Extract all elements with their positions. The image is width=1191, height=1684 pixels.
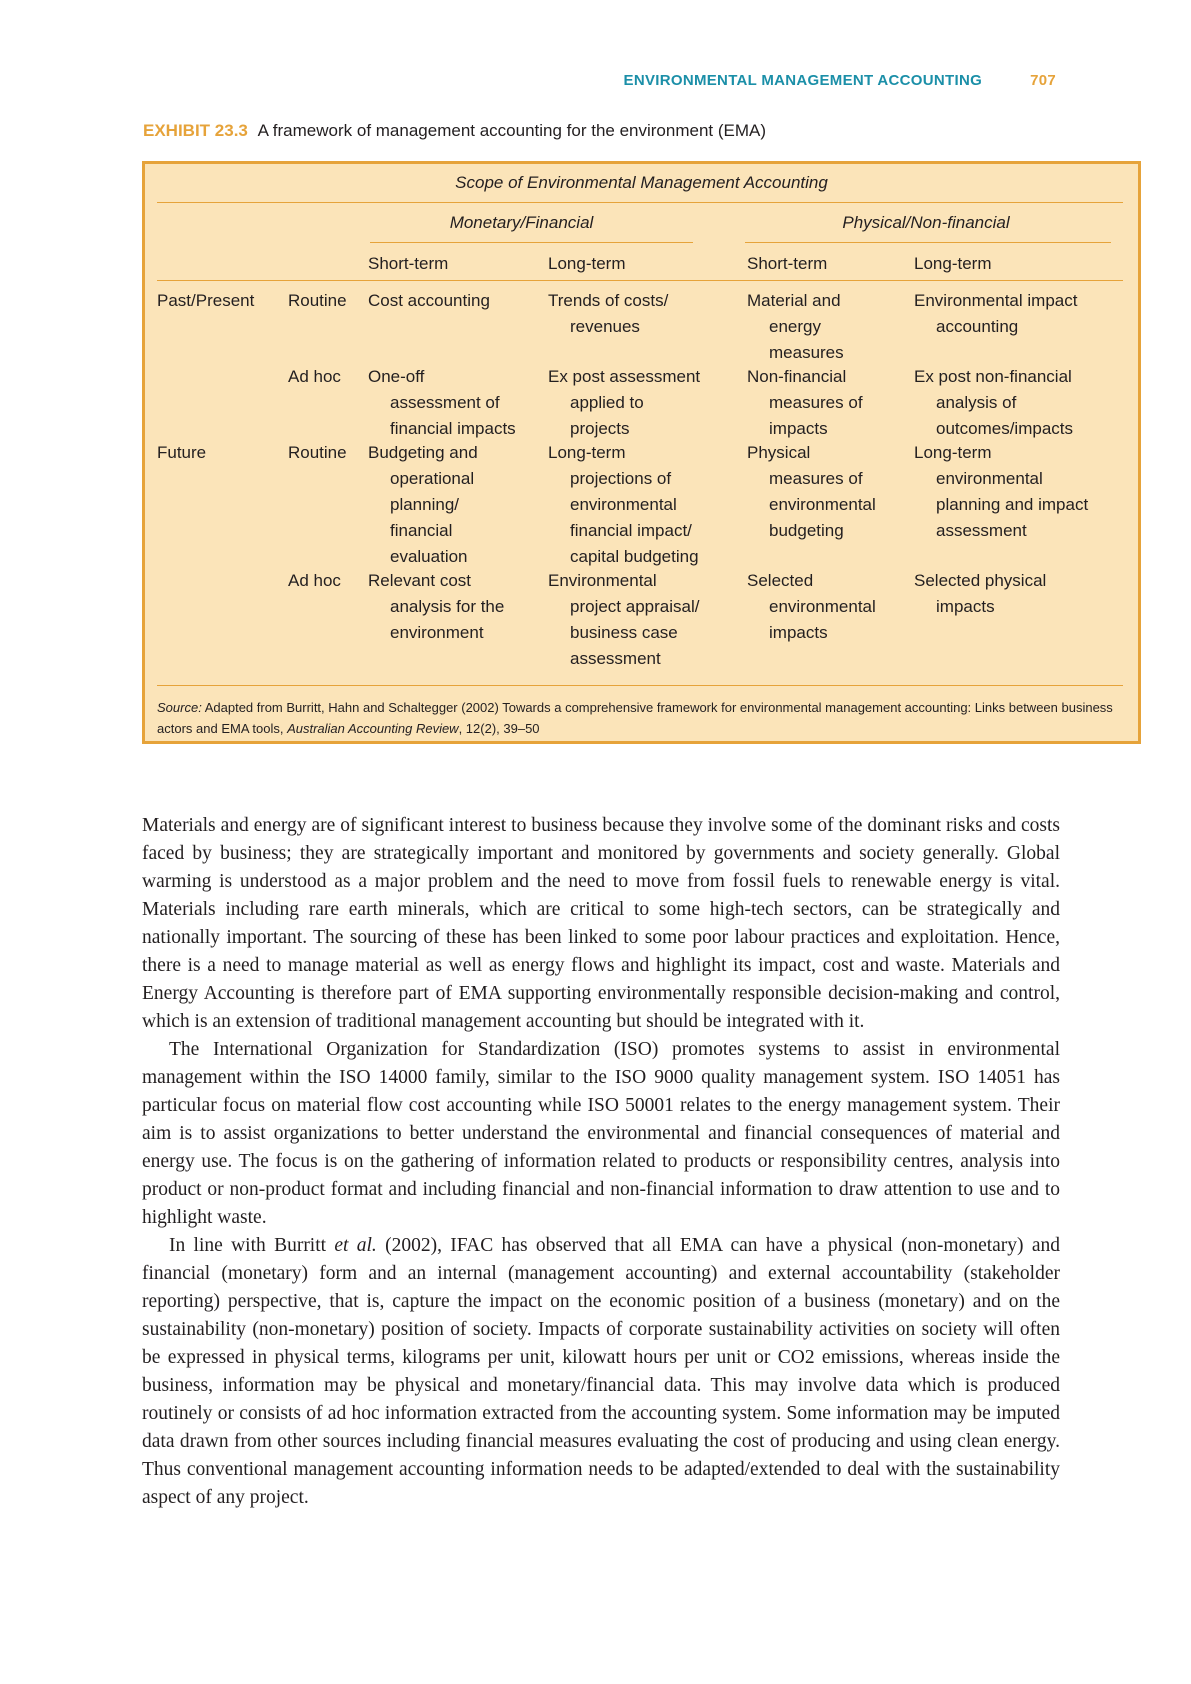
row-type-ad-hoc: Ad hoc xyxy=(288,571,341,590)
table-cell: Trends of costs/ revenues xyxy=(548,291,669,336)
col-header-short-term: Short-term xyxy=(368,254,449,273)
table-cell: Environmental project appraisal/ business case assessment xyxy=(548,571,700,668)
col-header-long-term: Long-term xyxy=(914,254,992,273)
table-cell: Budgeting and operational planning/ financial evaluation xyxy=(368,443,478,566)
table-cell: Long-term environmental planning and impact assessment xyxy=(914,443,1089,540)
monetary-heading: Monetary/Financial xyxy=(449,213,594,232)
row-group-future: Future xyxy=(157,443,207,462)
exhibit-number: EXHIBIT 23.3 xyxy=(143,121,248,140)
row-type-ad-hoc: Ad hoc xyxy=(288,367,341,386)
paragraph: Materials and energy are of significant interest to business because they involve some of the dominant risks and costs faced by business; they are strategically important and monitored by governments and society generally. Global warming is understood as a major problem and the need to move from fossil fuels to renewable energy is vital. Materials including rare earth minerals, which are critical to some high-tech sectors, can be strategically and nationally important. The sourcing of these has been linked to some poor labour practices and exploitation. Hence, there is a need to manage material as well as energy flows and highlight its impact, cost and waste. Materials and Energy Accounting is therefore part of EMA supporting environmentally responsible decision-making and control, which is an extension of traditional management accounting but should be integrated with it. xyxy=(142,815,1060,1032)
journal-title: Australian Accounting Review xyxy=(287,721,459,736)
table-cell: Relevant cost analysis for the environment xyxy=(368,571,505,642)
table-cell: Non-financial measures of impacts xyxy=(747,367,863,438)
table-cell: One-off assessment of financial impacts xyxy=(368,367,516,438)
running-title: ENVIRONMENTAL MANAGEMENT ACCOUNTING xyxy=(623,72,983,89)
physical-heading: Physical/Non-financial xyxy=(842,213,1010,232)
table-cell: Cost accounting xyxy=(368,291,490,310)
page-number: 707 xyxy=(1030,72,1056,89)
rule-physical xyxy=(745,242,1111,243)
paragraph: The International Organization for Standardization (ISO) promotes systems to assist in environmental management within the ISO 14000 family, similar to the ISO 9000 quality management system. ISO 14051 has particular focus on material flow cost accounting while ISO 50001 relates to the energy management system. Their aim is to assist organizations to better understand the environmental and financial consequences of material and energy use. The focus is on the gathering of information related to products or responsibility centres, analysis into product or non-product format and including financial and non-financial information to draw attention to use and to highlight waste. xyxy=(142,1039,1060,1228)
rule-monetary xyxy=(370,242,693,243)
table-cell: Ex post assessment applied to projects xyxy=(548,367,701,438)
source-note: Source: Adapted from Burritt, Hahn and Schaltegger (2002) Towards a comprehensive framework for environmental management accounting: Links between business actors and EMA tools, Australian Accounting Review, 12(2), 39–50 xyxy=(157,700,1113,736)
running-head xyxy=(624,72,1056,89)
row-type-routine: Routine xyxy=(288,291,347,310)
table-cell: Ex post non-financial analysis of outcomes/impacts xyxy=(914,367,1073,438)
rule-header xyxy=(157,280,1123,281)
row-group-past-present: Past/Present xyxy=(157,291,255,310)
table-cell: Material and energy measures xyxy=(747,291,844,362)
table-cell: Environmental impact accounting xyxy=(914,291,1078,336)
col-header-long-term: Long-term xyxy=(548,254,626,273)
row-type-routine: Routine xyxy=(288,443,347,462)
rule-footer xyxy=(157,685,1123,686)
paragraph: In line with Burritt et al. (2002), IFAC has observed that all EMA can have a physical (non-monetary) and financial (monetary) form and an internal (management accounting) and external accountability (stakeholder reporting) perspective, that is, capture the impact on the economic position of a business (monetary) and on the sustainability (non-monetary) position of society. Impacts of corporate sustainability activities on society will often be expressed in physical terms, kilograms per unit, kilowatt hours per unit or CO2 emissions, whereas inside the business, information may be physical and monetary/financial data. This may involve data which is produced routinely or consists of ad hoc information extracted from the accounting system. Some information may be imputed data drawn from other sources including financial measures evaluating the cost of producing and using clean energy. Thus conventional management accounting information needs to be adapted/extended to deal with the sustainability aspect of any project. xyxy=(142,1235,1060,1508)
exhibit-caption xyxy=(143,121,766,141)
col-header-short-term: Short-term xyxy=(747,254,828,273)
rule-scope xyxy=(157,202,1123,203)
exhibit-title: A framework of management accounting for the environment (EMA) xyxy=(257,121,767,140)
table-cell: Selected physical impacts xyxy=(914,571,1047,616)
scope-heading: Scope of Environmental Management Accounting xyxy=(455,173,828,192)
source-label: Source: xyxy=(157,700,202,715)
body-text xyxy=(142,812,1060,1512)
table-cell: Selected environmental impacts xyxy=(747,571,876,642)
table-cell: Physical measures of environmental budgeting xyxy=(747,443,876,540)
table-cell: Long-term projections of environmental financial impact/ capital budgeting xyxy=(548,443,699,566)
exhibit-table xyxy=(142,161,1141,744)
